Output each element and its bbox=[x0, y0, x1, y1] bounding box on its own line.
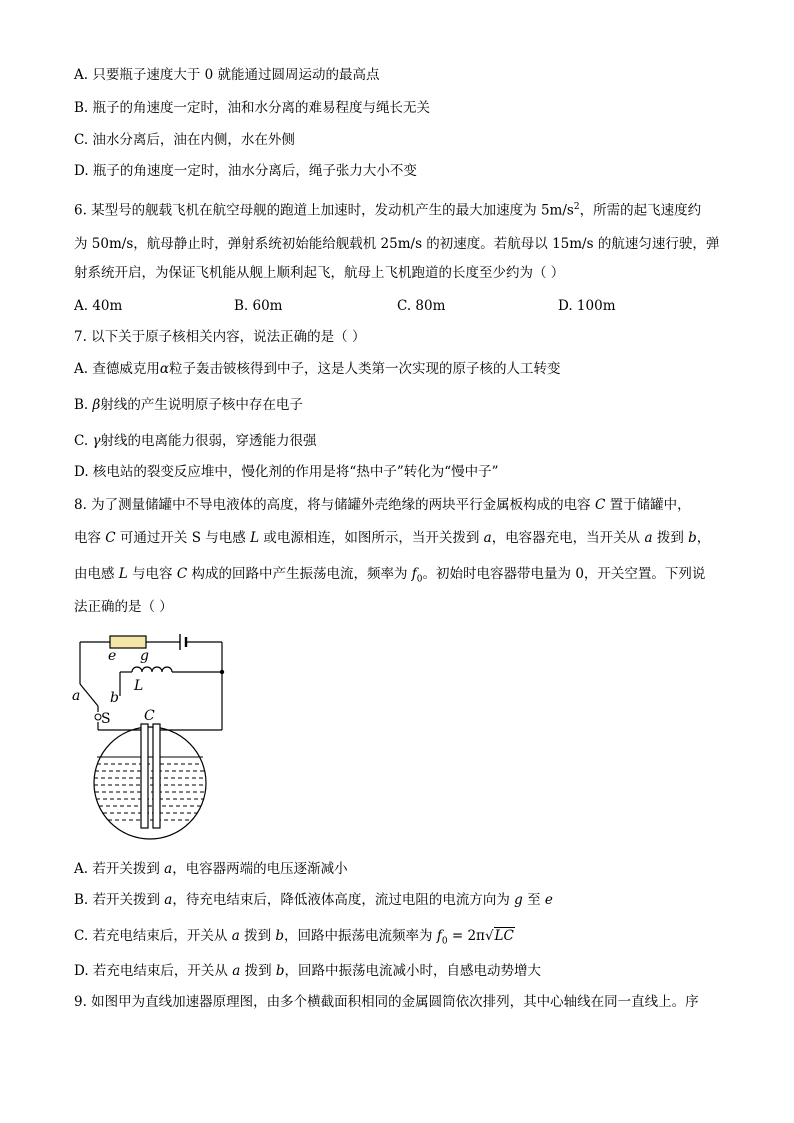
q6-exponent: 2 bbox=[573, 202, 580, 212]
alpha-symbol: α bbox=[159, 361, 169, 377]
q8-subscript: 0 bbox=[416, 574, 423, 585]
q8-text: 由电感 bbox=[74, 566, 119, 582]
q6-option-b: B. 60m bbox=[234, 298, 283, 314]
q8-text: 拨到 bbox=[239, 928, 276, 944]
q6-option-a: A. 40m bbox=[74, 298, 123, 314]
q8-text: ，回路中振荡电流频率为 bbox=[284, 928, 437, 944]
label-L: L bbox=[134, 678, 144, 694]
q8-text: 至 bbox=[522, 892, 545, 908]
q8-var: C bbox=[105, 530, 116, 546]
q7-stem: 7. 以下关于原子核相关内容，说法正确的是（ ） bbox=[74, 329, 366, 345]
q8-option-b bbox=[74, 891, 553, 909]
capacitor-plate-right bbox=[153, 724, 160, 828]
q7-option-text: 射线的产生说明原子核中存在电子 bbox=[100, 397, 303, 413]
q8-text: 8. 为了测量储罐中不导电液体的高度，将与储罐外壳绝缘的两块平行金属板构成的电容 bbox=[74, 497, 595, 513]
q6-stem-text: 6. 某型号的舰载飞机在航空母舰的跑道上加速时，发动机产生的最大加速度为 5m/s bbox=[74, 202, 574, 219]
q8-var: b bbox=[275, 963, 285, 979]
q8-stem-line-4: 法正确的是（ ） bbox=[74, 599, 173, 615]
q8-var: a bbox=[644, 530, 653, 546]
q8-text: ，待充电结束后，降低液体高度，流过电阻的电流方向为 bbox=[172, 892, 515, 908]
q5-option-b: B. 瓶子的角速度一定时，油和水分离的难易程度与绳长无关 bbox=[74, 100, 431, 116]
q8-text: 电容 bbox=[74, 530, 106, 546]
q8-var: f bbox=[436, 928, 442, 944]
q7-option-c bbox=[74, 432, 317, 450]
label-b: b bbox=[110, 690, 119, 706]
lc-circuit-diagram bbox=[70, 626, 240, 846]
q8-text: D. 若充电结束后，开关从 bbox=[74, 963, 233, 979]
q6-stem-line-2: 为 50m/s，航母静止时，弹射系统初始能给舰载机 25m/s 的初速度。若航母以 15m/s 的航速匀速行驶，弹 bbox=[74, 236, 720, 252]
q8-stem-line-3 bbox=[74, 565, 705, 589]
q8-subscript: 0 bbox=[441, 936, 448, 947]
q8-text: 或电源相连，如图所示，当开关拨到 bbox=[259, 530, 484, 546]
q8-var: a bbox=[483, 530, 492, 546]
q8-var: a bbox=[232, 963, 241, 979]
q8-option-c bbox=[74, 927, 515, 951]
q6-option-d: D. 100m bbox=[558, 298, 616, 314]
q8-text: 与电容 bbox=[127, 566, 177, 582]
q5-option-d: D. 瓶子的角速度一定时，油水分离后，绳子张力大小不变 bbox=[74, 163, 417, 179]
q8-var: L bbox=[250, 530, 260, 546]
q5-option-c: C. 油水分离后，油在内侧，水在外侧 bbox=[74, 132, 295, 148]
q8-var: C bbox=[594, 497, 606, 513]
q8-text: 置于储罐中， bbox=[605, 497, 691, 513]
q8-stem-line-1 bbox=[74, 496, 691, 514]
storage-tank bbox=[94, 727, 206, 839]
inductor-coil bbox=[132, 667, 172, 672]
wire bbox=[80, 684, 98, 706]
q8-text: ，回路中振荡电流减小时，自感电动势增大 bbox=[284, 963, 542, 979]
q8-var: a bbox=[164, 861, 173, 877]
q8-option-a bbox=[74, 860, 348, 878]
q7-option-a bbox=[74, 360, 560, 378]
q8-var: g bbox=[514, 892, 523, 908]
q8-text: ，电容器两端的电压逐渐减小 bbox=[172, 861, 348, 877]
q6-option-c: C. 80m bbox=[397, 298, 446, 314]
gamma-symbol: γ bbox=[92, 433, 101, 449]
q7-option-text: B. bbox=[74, 397, 93, 413]
q8-var: a bbox=[164, 892, 173, 908]
q8-text: 。初始时电容器带电量为 0，开关空置。下列说 bbox=[422, 566, 706, 582]
q8-text: 构成的回路中产生振荡电流，频率为 bbox=[187, 566, 412, 582]
q8-text: ，电容器充电，当开关从 bbox=[491, 530, 645, 546]
q8-formula: = 2π bbox=[447, 928, 485, 944]
q8-var: b bbox=[275, 928, 285, 944]
liquid-hatching bbox=[94, 764, 206, 820]
q6-stem-line-3: 射系统开启，为保证飞机能从舰上顺利起飞，航母上飞机跑道的长度至少约为（ ） bbox=[74, 265, 565, 281]
q8-var: a bbox=[231, 928, 240, 944]
q9-stem: 9. 如图甲为直线加速器原理图，由多个横截面积相同的金属圆筒依次排列，其中心轴线在同一直线上。序 bbox=[74, 994, 699, 1010]
q7-option-d: D. 核电站的裂变反应堆中，慢化剂的作用是将“热中子”转化为“慢中子” bbox=[74, 464, 499, 480]
beta-symbol: β bbox=[92, 397, 101, 413]
q8-text: C. 若充电结束后，开关从 bbox=[74, 928, 232, 944]
sqrt-sign: √ bbox=[484, 928, 494, 944]
q8-text: 拨到 bbox=[240, 963, 276, 979]
q8-stem-line-2 bbox=[74, 529, 710, 547]
q6-stem-line-1 bbox=[74, 198, 701, 220]
q7-option-text: A. 查德威克用 bbox=[74, 361, 160, 377]
q8-var: f bbox=[411, 566, 417, 582]
label-S: S bbox=[101, 711, 111, 727]
q8-var: e bbox=[544, 892, 553, 908]
q7-option-text: 射线的电离能力很弱，穿透能力很强 bbox=[100, 433, 317, 449]
label-C: C bbox=[144, 708, 155, 724]
q7-option-text: C. bbox=[74, 433, 93, 449]
resistor bbox=[110, 636, 146, 648]
q8-var: C bbox=[176, 566, 188, 582]
q8-var: L bbox=[118, 566, 128, 582]
q8-text: ， bbox=[696, 530, 711, 546]
capacitor-plate-left bbox=[141, 724, 148, 828]
q8-var: b bbox=[688, 530, 697, 546]
q8-text: B. 若开关拨到 bbox=[74, 892, 165, 908]
q6-stem-text: ，所需的起飞速度约 bbox=[579, 202, 702, 219]
q7-option-b bbox=[74, 396, 303, 414]
label-g: g bbox=[140, 648, 149, 664]
q8-option-d bbox=[74, 962, 541, 980]
sqrt-radicand: LC bbox=[494, 928, 514, 944]
label-a: a bbox=[72, 688, 81, 704]
q5-option-a: A. 只要瓶子速度大于 0 就能通过圆周运动的最高点 bbox=[74, 67, 380, 83]
q8-text: 可通过开关 S 与电感 bbox=[115, 530, 251, 546]
junction-dot bbox=[220, 670, 224, 674]
label-e: e bbox=[108, 648, 117, 664]
q8-text: 拨到 bbox=[652, 530, 689, 546]
q8-text: A. 若开关拨到 bbox=[74, 861, 165, 877]
q7-option-text: 粒子轰击铍核得到中子，这是人类第一次实现的原子核的人工转变 bbox=[168, 361, 561, 377]
